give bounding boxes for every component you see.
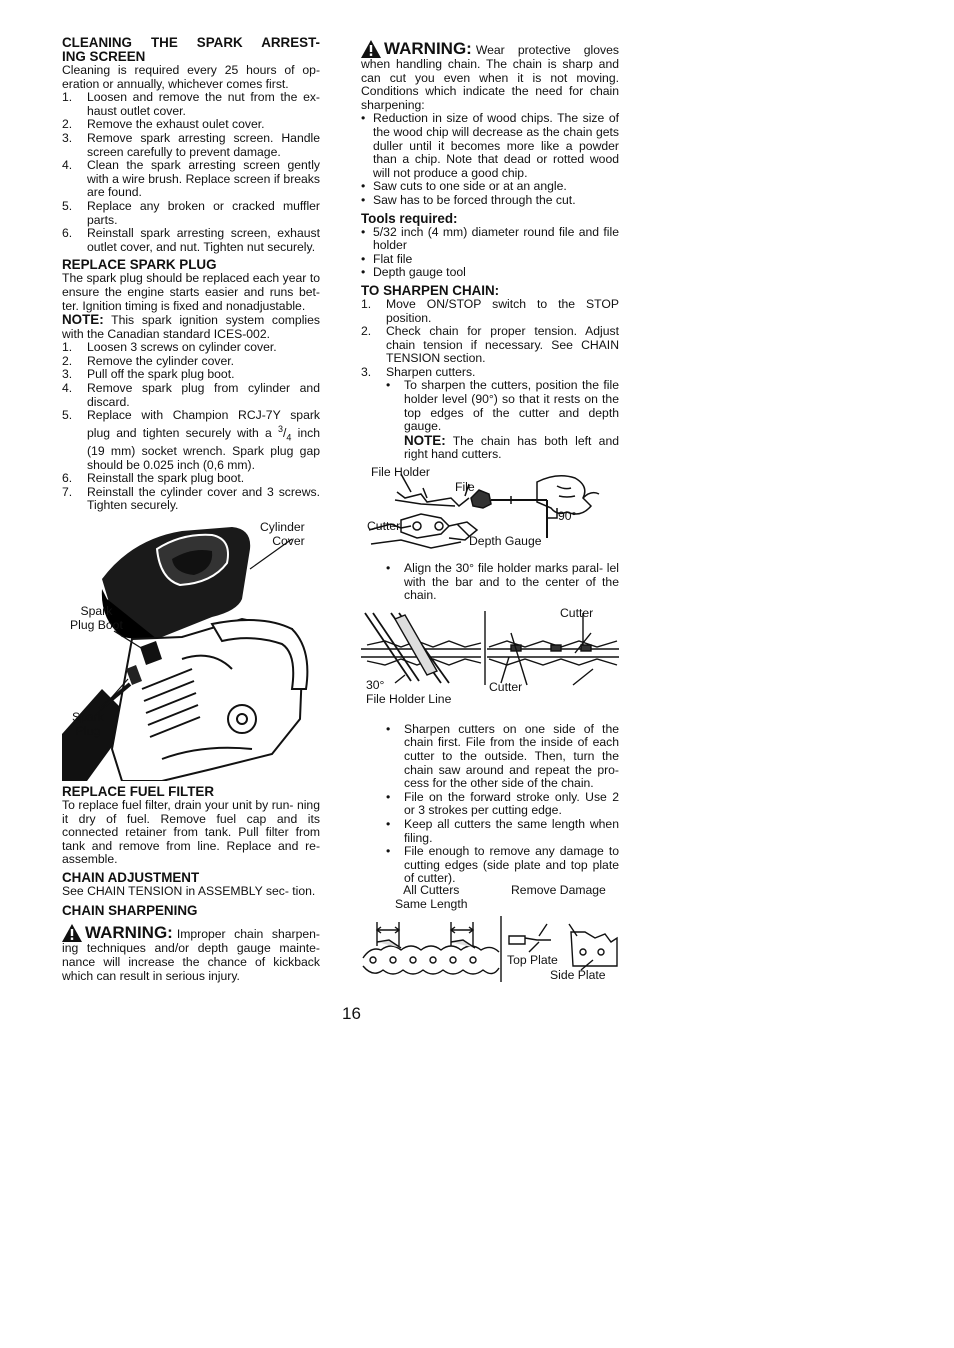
list-item: 3. Pull off the spark plug boot.	[62, 367, 235, 382]
tools-title: Tools required:	[361, 210, 458, 226]
spark-plug-figure	[62, 519, 320, 781]
list-item: 6. Reinstall spark arresting screen, exhaust outlet cover, and nut. Tighten nut securely.	[62, 226, 320, 254]
fuel-title: REPLACE FUEL FILTER	[62, 783, 215, 799]
list-item: 2. Remove the cylinder cover.	[62, 353, 234, 368]
alignment-figure	[361, 605, 619, 717]
plug-steps	[62, 341, 320, 513]
sharpening-title: CHAIN SHARPENING	[62, 903, 198, 919]
conditions-list	[361, 112, 619, 207]
side-plate-label: Side Plate	[550, 967, 606, 982]
sharpen-steps	[361, 298, 619, 380]
list-item: 4. Remove spark plug from cylinder and discard.	[62, 381, 320, 409]
cutter-damage-figure	[361, 882, 619, 982]
arrest-title: CLEANING THE SPARK ARREST- ING SCREEN	[62, 35, 320, 64]
file-holder-figure	[361, 465, 619, 562]
left-warning: WARNING: Improper chain sharpen- ing techniques and/or depth gauge mainte- nance will increase the chance of kickback which can result in serious injury.	[62, 923, 320, 983]
adjustment-text: See CHAIN TENSION in ASSEMBLY sec- tion.	[62, 883, 316, 898]
left-column	[62, 36, 320, 983]
list-item: • Saw cuts to one side or at an angle.	[361, 179, 567, 194]
list-item: 3. Remove spark arresting screen. Handle screen carefully to prevent damage.	[62, 130, 320, 159]
warning-triangle-icon	[361, 40, 381, 58]
depth-gauge-label: Depth Gauge	[469, 534, 542, 549]
list-item: • To sharpen the cutters, position the file holder level (90°) so that it rests on the top edges of the cutter and depth gauge. NOTE: The chain has both left and right hand cutters.	[386, 378, 620, 462]
top-plate-label: Top Plate	[507, 952, 558, 967]
sharpen-substeps-1	[361, 379, 619, 462]
list-item: 1. Loosen and remove the nut from the ex- haust outlet cover.	[62, 90, 320, 118]
list-item: • Saw has to be forced through the cut.	[361, 192, 576, 207]
list-item: • Reduction in size of wood chips. The size of the wood chip will decrease as the chain gets duller until it becomes more like a powder than a chip. Note that dead or rotted wood will not produce a good chip.	[361, 111, 619, 180]
all-cutters-label: All Cutters Same Length	[395, 882, 468, 911]
tools-list	[361, 226, 619, 280]
list-item: 1. Move ON/STOP switch to the STOP position.	[361, 296, 619, 325]
plug-title: REPLACE SPARK PLUG	[62, 257, 217, 273]
cutter-bottom-label: Cutter	[489, 679, 523, 694]
list-item: 6. Reinstall the spark plug boot.	[62, 471, 245, 486]
file-holder-label: File Holder	[371, 465, 430, 480]
cutter-label: Cutter	[367, 519, 401, 534]
plug-note: NOTE: This spark ignition system complies with the Canadian standard ICES-002.	[62, 312, 320, 341]
file-label: File	[455, 480, 475, 495]
list-item: 2. Check chain for proper tension. Adjust chain tension if necessary. See CHAIN TENSION section.	[361, 324, 619, 366]
list-item: • Flat file	[361, 251, 413, 266]
arrest-intro: Cleaning is required every 25 hours of op- eration or annually, whichever comes first.	[62, 63, 320, 91]
cutter-top-label: Cutter	[560, 605, 594, 620]
list-item: • Align the 30° file holder marks paral- lel with the bar and to the center of the chain.	[386, 561, 619, 603]
right-column	[361, 40, 619, 982]
spark-plug-label: Spark Plug	[72, 709, 104, 738]
angle-90-label: 90°	[558, 509, 577, 524]
list-item: • File enough to remove any damage to cutting edges (side plate and top plate of cutter).	[386, 844, 619, 886]
chainsaw-illustration	[62, 519, 320, 781]
adjustment-title: CHAIN ADJUSTMENT	[62, 869, 200, 885]
list-item: • 5/32 inch (4 mm) diameter round file and file holder	[361, 224, 619, 253]
list-item: 7. Reinstall the cylinder cover and 3 screws. Tighten securely.	[62, 484, 320, 513]
list-item: • Keep all cutters the same length when filing.	[386, 816, 619, 845]
sharpen-substeps-2	[361, 562, 619, 603]
list-item: 2. Remove the exhaust oulet cover.	[62, 117, 265, 132]
sharpen-title: TO SHARPEN CHAIN:	[361, 282, 500, 298]
remove-damage-label: Remove Damage	[511, 882, 606, 897]
arrest-steps	[62, 91, 320, 254]
right-warning: WARNING: Wear protective gloves when handling chain. The chain is sharp and can cut you even when it is not moving. Conditions which indicate the need for chain sharpening:	[361, 39, 619, 112]
cylinder-cover-label: Cylinder Cover	[260, 519, 305, 548]
file-holder-line-label: File Holder Line	[366, 691, 452, 706]
list-item: 1. Loosen 3 screws on cylinder cover.	[62, 340, 277, 355]
page-number: 16	[342, 1004, 361, 1023]
plug-intro: The spark plug should be replaced each year to ensure the engine starts easier and runs bet- ter. Ignition timing is fixed and nonadjustable.	[62, 271, 320, 313]
sharpen-substeps-3	[361, 723, 619, 886]
list-item: • Depth gauge tool	[361, 265, 466, 280]
angle-30-label: 30°	[366, 677, 385, 692]
list-item: 3. Sharpen cutters.	[361, 364, 476, 379]
list-item: 4. Clean the spark arresting screen gently with a wire brush. Replace screen if breaks are found.	[62, 158, 320, 200]
warning-triangle-icon	[62, 924, 82, 942]
list-item: • File on the forward stroke only. Use 2 or 3 strokes per cutting edge.	[386, 789, 619, 818]
spark-plug-boot-label: Spark Plug Boot	[70, 603, 123, 632]
list-item: • Sharpen cutters on one side of the chain first. File from the inside of each cutter to the outside. Then, turn the chain saw around and repeat the pro- cess for the other side of the chain.	[386, 721, 619, 791]
list-item: 5. Replace any broken or cracked muffler parts.	[62, 198, 320, 227]
fuel-text: To replace fuel filter, drain your unit by run- ning it dry of fuel. Remove fuel cap and its connected retainer from tank. Pull filter from tank and remove from line. Replace and re- assemble.	[62, 797, 320, 867]
list-item: 5. Replace with Champion RCJ-7Y spark plug and tighten securely with a $^3/_4$ inch (19 mm) socket wrench. Spark plug gap should be 0.025 inch (0,6 mm).	[62, 408, 320, 472]
